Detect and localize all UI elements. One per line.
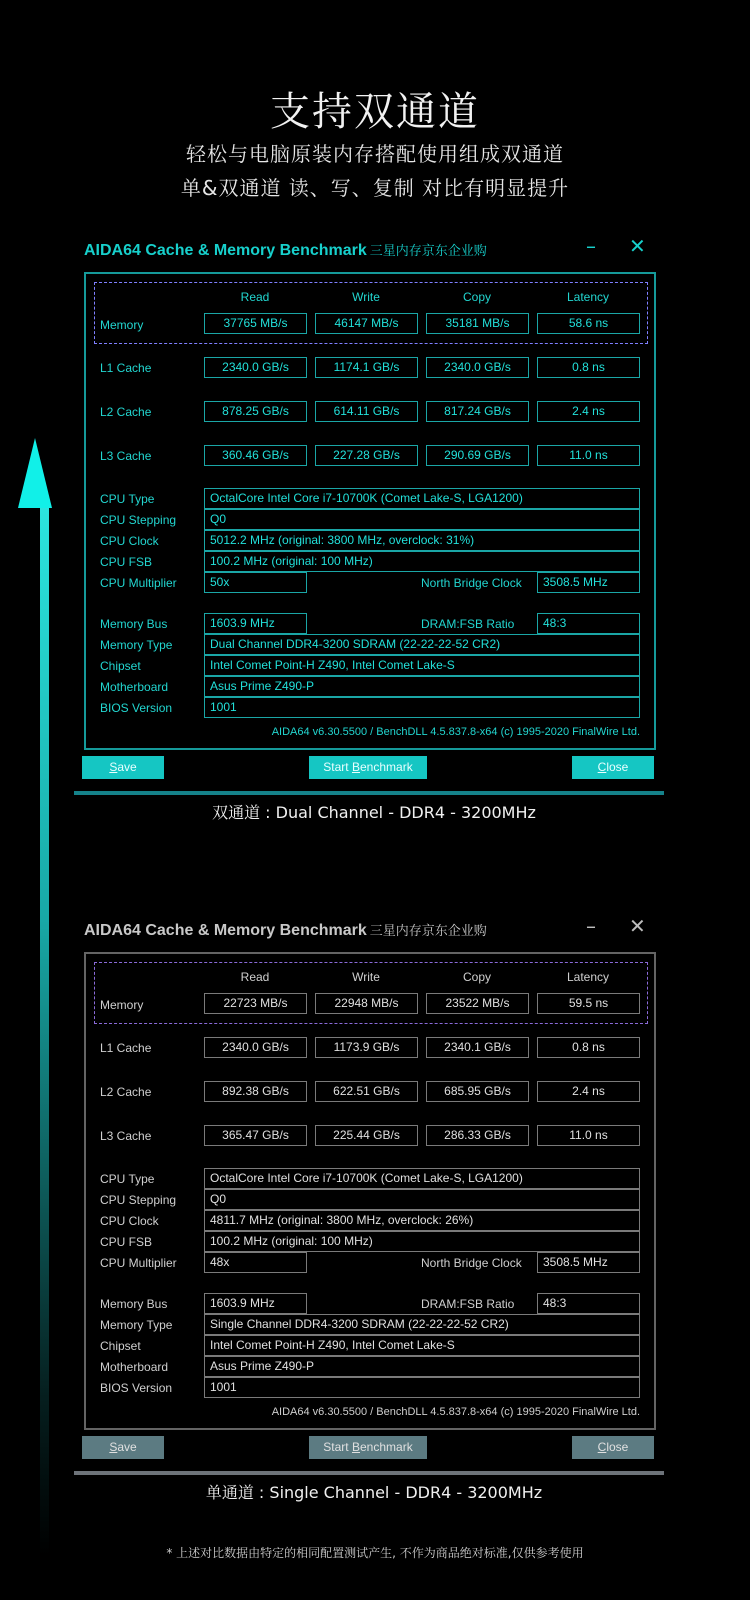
cpu-multiplier-value: 50x xyxy=(204,572,307,593)
start-button-label-1: Start xyxy=(323,1440,352,1454)
cpu-clock-value: 4811.7 MHz (original: 3800 MHz, overclock: 26%) xyxy=(204,1210,640,1231)
page-title: 支持双通道 xyxy=(270,89,480,135)
l3-copy-value: 290.69 GB/s xyxy=(426,445,529,466)
l2-copy-value: 685.95 GB/s xyxy=(426,1081,529,1102)
l3-latency-value: 11.0 ns xyxy=(537,1125,640,1146)
column-header-latency: Latency xyxy=(566,970,610,984)
cpu-type-label: CPU Type xyxy=(100,1172,155,1186)
bios-version-value: 1001 xyxy=(204,1377,640,1398)
chipset-value: Intel Comet Point-H Z490, Intel Comet Lake-S xyxy=(204,655,640,676)
window-title xyxy=(84,920,487,940)
version-footer: AIDA64 v6.30.5500 / BenchDLL 4.5.837.8-x64 (c) 1995-2020 FinalWire Ltd. xyxy=(271,726,640,738)
close-button[interactable] xyxy=(572,756,654,779)
cpu-type-value: OctalCore Intel Core i7-10700K (Comet Lake-S, LGA1200) xyxy=(204,488,640,509)
cpu-fsb-value: 100.2 MHz (original: 100 MHz) xyxy=(204,1231,640,1252)
start-button-label-2: enchmark xyxy=(360,760,413,774)
column-header-write: Write xyxy=(352,290,380,304)
l2-write-value: 614.11 GB/s xyxy=(315,401,418,422)
channel-caption: 双通道 : Dual Channel - DDR4 - 3200MHz xyxy=(212,803,536,822)
cpu-clock-value: 5012.2 MHz (original: 3800 MHz, overclock: 31%) xyxy=(204,530,640,551)
memory-type-value: Single Channel DDR4-3200 SDRAM (22-22-22-52 CR2) xyxy=(204,1314,640,1335)
page-subtitle-2: 单&双通道 读、写、复制 对比有明显提升 xyxy=(180,176,570,200)
motherboard-label: Motherboard xyxy=(100,1360,169,1374)
benchmark-results-box xyxy=(84,952,656,1430)
watermark-text: 三星内存京东企业购 xyxy=(369,243,487,258)
l3-read-value: 365.47 GB/s xyxy=(204,1125,307,1146)
panel-separator xyxy=(74,1471,664,1475)
row-label-l1-cache: L1 Cache xyxy=(100,361,152,375)
l1-latency-value: 0.8 ns xyxy=(537,1037,640,1058)
l3-read-value: 360.46 GB/s xyxy=(204,445,307,466)
north-bridge-clock-label: North Bridge Clock xyxy=(421,576,522,590)
cpu-stepping-label: CPU Stepping xyxy=(100,1193,177,1207)
l1-copy-value: 2340.0 GB/s xyxy=(426,357,529,378)
memory-bus-label: Memory Bus xyxy=(100,1297,168,1311)
row-label-l1-cache: L1 Cache xyxy=(100,1041,152,1055)
cpu-multiplier-value: 48x xyxy=(204,1252,307,1273)
arrow-head xyxy=(18,438,52,508)
l3-copy-value: 286.33 GB/s xyxy=(426,1125,529,1146)
cpu-clock-label: CPU Clock xyxy=(100,1214,159,1228)
memory-type-label: Memory Type xyxy=(100,638,173,652)
dram-fsb-ratio-label: DRAM:FSB Ratio xyxy=(421,1297,515,1311)
l2-latency-value: 2.4 ns xyxy=(537,1081,640,1102)
l1-latency-value: 0.8 ns xyxy=(537,357,640,378)
bios-version-label: BIOS Version xyxy=(100,701,173,715)
dram-fsb-ratio-value: 48:3 xyxy=(537,1293,640,1314)
north-bridge-clock-value: 3508.5 MHz xyxy=(537,1252,640,1273)
row-label-memory: Memory xyxy=(100,998,144,1012)
cpu-clock-label: CPU Clock xyxy=(100,534,159,548)
motherboard-value: Asus Prime Z490-P xyxy=(204,1356,640,1377)
memory-copy-value: 35181 MB/s xyxy=(426,313,529,334)
l3-latency-value: 11.0 ns xyxy=(537,445,640,466)
save-button-label: ave xyxy=(117,1440,137,1454)
watermark-text: 三星内存京东企业购 xyxy=(369,923,487,938)
column-header-latency: Latency xyxy=(566,290,610,304)
close-button-label: lose xyxy=(606,1440,629,1454)
disclaimer-note: * 上述对比数据由特定的相同配置测试产生, 不作为商品绝对标准,仅供参考使用 xyxy=(166,1546,584,1560)
l2-write-value: 622.51 GB/s xyxy=(315,1081,418,1102)
l2-copy-value: 817.24 GB/s xyxy=(426,401,529,422)
upgrade-arrow-icon xyxy=(18,438,54,1548)
l2-read-value: 892.38 GB/s xyxy=(204,1081,307,1102)
start-benchmark-button[interactable] xyxy=(309,756,427,779)
save-button-label: ave xyxy=(117,760,137,774)
memory-copy-value: 23522 MB/s xyxy=(426,993,529,1014)
close-icon[interactable]: ✕ xyxy=(629,914,646,938)
cpu-stepping-value: Q0 xyxy=(204,509,640,530)
motherboard-value: Asus Prime Z490-P xyxy=(204,676,640,697)
cpu-type-label: CPU Type xyxy=(100,492,155,506)
l1-copy-value: 2340.1 GB/s xyxy=(426,1037,529,1058)
column-header-copy: Copy xyxy=(462,290,491,304)
benchmark-results-box xyxy=(84,272,656,750)
l1-write-value: 1173.9 GB/s xyxy=(315,1037,418,1058)
bios-version-label: BIOS Version xyxy=(100,1381,173,1395)
memory-bus-label: Memory Bus xyxy=(100,617,168,631)
cpu-fsb-label: CPU FSB xyxy=(100,1235,153,1249)
panel-separator xyxy=(74,791,664,795)
cpu-type-value: OctalCore Intel Core i7-10700K (Comet Lake-S, LGA1200) xyxy=(204,1168,640,1189)
memory-read-value: 22723 MB/s xyxy=(204,993,307,1014)
l1-write-value: 1174.1 GB/s xyxy=(315,357,418,378)
save-shortcut-key: S xyxy=(109,760,118,774)
save-button[interactable] xyxy=(82,756,164,779)
memory-write-value: 46147 MB/s xyxy=(315,313,418,334)
chipset-label: Chipset xyxy=(100,1339,141,1353)
close-shortcut-key: C xyxy=(597,760,607,774)
cpu-stepping-label: CPU Stepping xyxy=(100,513,177,527)
cpu-multiplier-label: CPU Multiplier xyxy=(100,576,177,590)
save-button[interactable] xyxy=(82,1436,164,1459)
l2-read-value: 878.25 GB/s xyxy=(204,401,307,422)
close-icon[interactable]: ✕ xyxy=(629,234,646,258)
window-title xyxy=(84,240,487,260)
minimize-icon[interactable]: – xyxy=(586,914,596,938)
window-title-text: AIDA64 Cache & Memory Benchmark xyxy=(84,242,367,259)
cpu-fsb-label: CPU FSB xyxy=(100,555,153,569)
arrow-shaft xyxy=(40,496,49,1556)
minimize-icon[interactable]: – xyxy=(586,234,596,258)
north-bridge-clock-value: 3508.5 MHz xyxy=(537,572,640,593)
cpu-multiplier-label: CPU Multiplier xyxy=(100,1256,177,1270)
memory-bus-value: 1603.9 MHz xyxy=(204,613,307,634)
l3-write-value: 227.28 GB/s xyxy=(315,445,418,466)
close-shortcut-key: C xyxy=(597,1440,607,1454)
save-shortcut-key: S xyxy=(109,1440,118,1454)
dram-fsb-ratio-value: 48:3 xyxy=(537,613,640,634)
chipset-label: Chipset xyxy=(100,659,141,673)
l1-read-value: 2340.0 GB/s xyxy=(204,357,307,378)
column-header-copy: Copy xyxy=(462,970,491,984)
window-title-text: AIDA64 Cache & Memory Benchmark xyxy=(84,922,367,939)
column-header-read: Read xyxy=(240,290,270,304)
bios-version-value: 1001 xyxy=(204,697,640,718)
memory-bus-value: 1603.9 MHz xyxy=(204,1293,307,1314)
column-header-write: Write xyxy=(352,970,380,984)
start-button-label-2: enchmark xyxy=(360,1440,413,1454)
memory-type-label: Memory Type xyxy=(100,1318,173,1332)
close-button-label: lose xyxy=(606,760,629,774)
channel-caption: 单通道 : Single Channel - DDR4 - 3200MHz xyxy=(205,1483,543,1502)
page-subtitle-1: 轻松与电脑原装内存搭配使用组成双通道 xyxy=(186,142,564,166)
cpu-stepping-value: Q0 xyxy=(204,1189,640,1210)
memory-latency-value: 59.5 ns xyxy=(537,993,640,1014)
memory-read-value: 37765 MB/s xyxy=(204,313,307,334)
version-footer: AIDA64 v6.30.5500 / BenchDLL 4.5.837.8-x64 (c) 1995-2020 FinalWire Ltd. xyxy=(271,1406,640,1418)
motherboard-label: Motherboard xyxy=(100,680,169,694)
memory-latency-value: 58.6 ns xyxy=(537,313,640,334)
row-label-memory: Memory xyxy=(100,318,144,332)
start-benchmark-button[interactable] xyxy=(309,1436,427,1459)
start-shortcut-key: B xyxy=(351,1440,360,1454)
row-label-l2-cache: L2 Cache xyxy=(100,405,152,419)
row-label-l3-cache: L3 Cache xyxy=(100,449,152,463)
column-header-read: Read xyxy=(240,970,270,984)
l2-latency-value: 2.4 ns xyxy=(537,401,640,422)
memory-write-value: 22948 MB/s xyxy=(315,993,418,1014)
cpu-fsb-value: 100.2 MHz (original: 100 MHz) xyxy=(204,551,640,572)
close-button[interactable] xyxy=(572,1436,654,1459)
chipset-value: Intel Comet Point-H Z490, Intel Comet Lake-S xyxy=(204,1335,640,1356)
dram-fsb-ratio-label: DRAM:FSB Ratio xyxy=(421,617,515,631)
row-label-l3-cache: L3 Cache xyxy=(100,1129,152,1143)
start-button-label-1: Start xyxy=(323,760,352,774)
north-bridge-clock-label: North Bridge Clock xyxy=(421,1256,522,1270)
start-shortcut-key: B xyxy=(351,760,360,774)
l3-write-value: 225.44 GB/s xyxy=(315,1125,418,1146)
row-label-l2-cache: L2 Cache xyxy=(100,1085,152,1099)
l1-read-value: 2340.0 GB/s xyxy=(204,1037,307,1058)
memory-type-value: Dual Channel DDR4-3200 SDRAM (22-22-22-52 CR2) xyxy=(204,634,640,655)
